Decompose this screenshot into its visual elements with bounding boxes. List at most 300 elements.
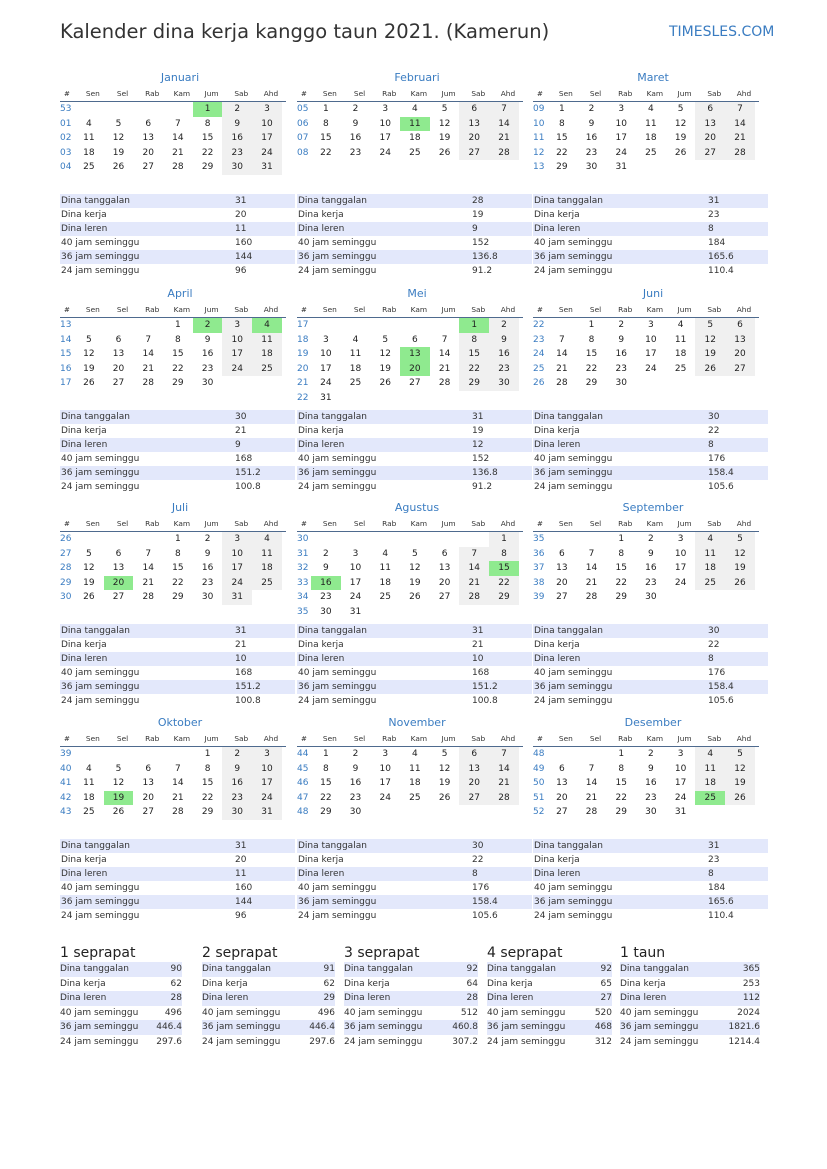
stats-value: 30 bbox=[708, 626, 720, 636]
day-cell: 4 bbox=[677, 320, 684, 330]
week-row bbox=[533, 131, 759, 146]
weekday-header bbox=[297, 518, 523, 532]
month-name: April bbox=[167, 287, 193, 300]
day-cell: 28 bbox=[172, 807, 184, 817]
stats-label: 36 jam seminggu bbox=[298, 682, 377, 692]
day-cell: 27 bbox=[409, 378, 421, 388]
week-number: 08 bbox=[297, 147, 309, 158]
day-cell: 30 bbox=[222, 160, 252, 175]
period-label: Dina tanggalan bbox=[487, 964, 556, 974]
week-number: 14 bbox=[60, 334, 72, 345]
day-cell: 13 bbox=[142, 778, 154, 788]
stats-value: 160 bbox=[235, 883, 253, 893]
day-cell: 15 bbox=[320, 778, 332, 788]
empty-day-cell bbox=[370, 605, 400, 620]
day-cell: 7 bbox=[145, 334, 152, 345]
weekday-label: Kam bbox=[410, 734, 428, 743]
month-calendar bbox=[60, 715, 286, 820]
weekday-header bbox=[533, 518, 759, 532]
day-cell: 15 bbox=[489, 561, 519, 576]
day-cell: 14 bbox=[556, 349, 568, 359]
stats-value: 22 bbox=[708, 426, 720, 436]
period-row bbox=[202, 1035, 335, 1050]
weekday-label: Rab bbox=[145, 305, 160, 314]
day-cell: 5 bbox=[725, 532, 755, 547]
stats-row bbox=[297, 410, 532, 424]
week-number: 17 bbox=[297, 320, 309, 330]
week-number: 05 bbox=[297, 104, 309, 114]
weekday-label: Sab bbox=[471, 734, 486, 743]
stats-label: 40 jam seminggu bbox=[534, 238, 613, 248]
day-cell: 10 bbox=[222, 547, 252, 562]
stats-value: 31 bbox=[708, 196, 720, 206]
empty-day-cell bbox=[400, 805, 430, 820]
period-value: 29 bbox=[323, 993, 335, 1003]
stats-row bbox=[297, 480, 532, 494]
day-cell: 15 bbox=[459, 347, 489, 362]
period-row bbox=[620, 977, 760, 992]
weekday-label: Rab bbox=[382, 89, 397, 98]
day-cell: 12 bbox=[438, 118, 451, 129]
day-cell: 2 bbox=[322, 548, 329, 559]
week-number: 30 bbox=[60, 592, 72, 602]
day-cell: 26 bbox=[674, 147, 687, 158]
day-cell: 2 bbox=[352, 749, 359, 759]
empty-day-cell bbox=[163, 102, 193, 117]
week-row bbox=[60, 131, 286, 146]
period-value: 297.6 bbox=[309, 1036, 335, 1047]
day-cell: 19 bbox=[438, 133, 451, 143]
weekday-label: Rab bbox=[618, 305, 633, 314]
period-value: 468 bbox=[594, 1022, 612, 1032]
week-row bbox=[533, 117, 759, 132]
day-cell: 20 bbox=[459, 131, 489, 146]
day-cell: 18 bbox=[645, 133, 657, 143]
weekday-label: Sen bbox=[322, 734, 337, 743]
day-cell: 22 bbox=[320, 792, 332, 803]
month-calendar bbox=[297, 715, 523, 820]
day-cell: 16 bbox=[615, 349, 627, 359]
month-name: September bbox=[622, 501, 684, 514]
stats-row bbox=[533, 867, 768, 881]
stats-label: 36 jam seminggu bbox=[298, 897, 377, 907]
week-row bbox=[297, 391, 523, 406]
day-cell: 22 bbox=[489, 576, 519, 591]
week-number: 02 bbox=[60, 133, 72, 143]
day-cell: 27 bbox=[142, 162, 154, 172]
day-cell: 29 bbox=[459, 376, 489, 391]
day-cell: 13 bbox=[400, 347, 430, 362]
day-cell: 9 bbox=[222, 117, 252, 132]
day-cell: 28 bbox=[172, 162, 184, 172]
week-row bbox=[533, 333, 759, 348]
day-cell: 1 bbox=[175, 320, 181, 330]
weekday-label: Sel bbox=[353, 519, 366, 528]
weekday-label: Sab bbox=[471, 305, 486, 314]
stats-label: Dina kerja bbox=[298, 210, 344, 220]
week-row bbox=[60, 318, 286, 333]
week-number: 09 bbox=[533, 104, 545, 114]
day-cell: 6 bbox=[115, 548, 122, 559]
weekday-label: Sen bbox=[558, 734, 573, 743]
day-cell: 1 bbox=[588, 320, 595, 330]
weekday-label: Ahd bbox=[263, 734, 279, 743]
day-cell: 4 bbox=[352, 334, 359, 345]
month-calendar bbox=[533, 70, 759, 175]
stats-row bbox=[297, 867, 532, 881]
stats-label: 24 jam seminggu bbox=[534, 482, 613, 492]
day-cell: 6 bbox=[459, 102, 489, 117]
month-name: Maret bbox=[637, 71, 669, 84]
period-label: Dina tanggalan bbox=[620, 964, 689, 974]
period-row bbox=[344, 991, 478, 1006]
day-cell: 29 bbox=[489, 590, 519, 605]
month-stats bbox=[297, 839, 532, 923]
day-cell: 30 bbox=[615, 378, 627, 388]
week-number: 29 bbox=[60, 577, 72, 588]
day-cell: 2 bbox=[489, 318, 519, 333]
stats-label: 24 jam seminggu bbox=[534, 911, 613, 921]
day-cell: 9 bbox=[352, 118, 359, 129]
day-cell: 10 bbox=[645, 334, 657, 345]
week-row bbox=[60, 776, 286, 791]
stats-value: 168 bbox=[235, 454, 253, 464]
stats-label: Dina leren bbox=[534, 869, 581, 879]
period-label: Dina tanggalan bbox=[60, 964, 129, 974]
day-cell: 26 bbox=[379, 378, 391, 388]
weekday-label: Ahd bbox=[736, 89, 752, 98]
weekday-label: Rab bbox=[145, 734, 160, 743]
period-value: 365 bbox=[742, 964, 760, 974]
period-label: Dina tanggalan bbox=[202, 964, 271, 974]
day-cell: 4 bbox=[648, 104, 654, 114]
stats-row bbox=[533, 410, 768, 424]
day-cell: 7 bbox=[489, 102, 519, 117]
period-row bbox=[620, 1035, 760, 1050]
weekday-label: Ahd bbox=[263, 305, 279, 314]
week-number: 24 bbox=[533, 349, 545, 359]
day-cell: 25 bbox=[83, 807, 95, 817]
day-cell: 8 bbox=[204, 118, 211, 129]
month-grid bbox=[60, 304, 286, 391]
day-cell: 26 bbox=[695, 362, 725, 377]
day-cell: 10 bbox=[674, 548, 687, 559]
weekday-label: Sen bbox=[558, 305, 573, 314]
day-cell: 23 bbox=[585, 147, 598, 158]
day-cell: 1 bbox=[459, 318, 489, 333]
empty-day-cell bbox=[725, 376, 755, 391]
day-cell: 28 bbox=[438, 378, 451, 388]
day-cell: 10 bbox=[615, 118, 627, 129]
month-name: Oktober bbox=[157, 716, 203, 729]
weekday-label: Sel bbox=[589, 734, 602, 743]
day-cell: 1 bbox=[204, 749, 211, 759]
stats-label: Dina tanggalan bbox=[298, 196, 367, 206]
day-cell: 10 bbox=[349, 563, 362, 573]
day-cell: 7 bbox=[145, 548, 152, 559]
day-cell: 7 bbox=[175, 763, 181, 774]
day-cell: 15 bbox=[585, 349, 598, 359]
empty-day-cell bbox=[370, 805, 400, 820]
day-cell: 29 bbox=[556, 162, 568, 172]
day-cell: 28 bbox=[556, 378, 568, 388]
day-cell: 31 bbox=[615, 162, 627, 172]
stats-label: 40 jam seminggu bbox=[61, 238, 140, 248]
day-cell: 19 bbox=[438, 778, 451, 788]
weekday-label: Sen bbox=[85, 734, 100, 743]
week-row bbox=[297, 102, 523, 117]
empty-day-cell bbox=[636, 376, 666, 391]
week-row bbox=[297, 532, 523, 547]
week-number-header: # bbox=[537, 306, 543, 314]
stats-row bbox=[533, 895, 768, 909]
stats-row bbox=[60, 250, 295, 264]
month-name: Juni bbox=[642, 287, 664, 300]
day-cell: 22 bbox=[585, 363, 598, 374]
day-cell: 16 bbox=[222, 776, 252, 791]
period-label: 40 jam seminggu bbox=[60, 1007, 139, 1018]
stats-value: 11 bbox=[235, 869, 247, 879]
day-cell: 27 bbox=[556, 592, 568, 602]
stats-value: 165.6 bbox=[708, 897, 734, 907]
stats-row bbox=[297, 424, 532, 438]
day-cell: 31 bbox=[252, 160, 282, 175]
day-cell: 21 bbox=[585, 577, 598, 588]
empty-day-cell bbox=[163, 747, 193, 762]
month-stats bbox=[533, 839, 768, 923]
month-stats bbox=[533, 410, 768, 494]
day-cell: 1 bbox=[489, 532, 519, 547]
week-row bbox=[533, 776, 759, 791]
day-cell: 3 bbox=[382, 104, 389, 114]
week-number: 48 bbox=[533, 749, 545, 759]
day-cell: 29 bbox=[201, 807, 214, 817]
day-cell: 24 bbox=[674, 792, 687, 803]
stats-row bbox=[60, 194, 295, 208]
stats-row bbox=[60, 680, 295, 694]
stats-value: 30 bbox=[472, 841, 484, 851]
stats-label: Dina kerja bbox=[61, 210, 107, 220]
empty-day-cell bbox=[695, 160, 725, 175]
weekday-label: Ahd bbox=[500, 89, 516, 98]
stats-row bbox=[297, 466, 532, 480]
day-cell: 16 bbox=[489, 347, 519, 362]
day-cell: 20 bbox=[112, 363, 125, 374]
day-cell: 8 bbox=[489, 547, 519, 562]
week-row bbox=[297, 762, 523, 777]
week-number: 10 bbox=[533, 118, 545, 129]
week-row bbox=[533, 362, 759, 377]
period-value: 496 bbox=[317, 1007, 335, 1018]
weekday-label: Kam bbox=[173, 305, 191, 314]
week-number: 41 bbox=[60, 778, 72, 788]
stats-row bbox=[60, 208, 295, 222]
weekday-label: Sen bbox=[322, 89, 337, 98]
stats-label: 40 jam seminggu bbox=[61, 883, 140, 893]
month-calendar bbox=[297, 70, 523, 160]
day-cell: 11 bbox=[252, 547, 282, 562]
week-row bbox=[60, 117, 286, 132]
day-cell: 11 bbox=[674, 334, 687, 345]
day-cell: 17 bbox=[674, 778, 687, 788]
day-cell: 14 bbox=[725, 117, 755, 132]
day-cell: 17 bbox=[379, 133, 391, 143]
week-row bbox=[297, 776, 523, 791]
day-cell: 17 bbox=[252, 131, 282, 146]
weekday-label: Kam bbox=[410, 519, 428, 528]
day-cell: 11 bbox=[695, 762, 725, 777]
stats-row bbox=[297, 853, 532, 867]
day-cell: 28 bbox=[489, 791, 519, 806]
month-grid bbox=[533, 88, 759, 175]
stats-label: Dina kerja bbox=[534, 426, 580, 436]
day-cell: 22 bbox=[320, 147, 332, 158]
month-stats bbox=[60, 194, 295, 278]
day-cell: 3 bbox=[252, 747, 282, 762]
day-cell: 9 bbox=[618, 334, 625, 345]
day-cell: 3 bbox=[648, 320, 654, 330]
week-number: 26 bbox=[60, 534, 72, 544]
day-cell: 3 bbox=[677, 534, 684, 544]
day-cell: 9 bbox=[489, 333, 519, 348]
stats-label: Dina leren bbox=[61, 224, 108, 234]
stats-row bbox=[60, 480, 295, 494]
day-cell: 17 bbox=[349, 577, 362, 588]
stats-row bbox=[533, 208, 768, 222]
weekday-header bbox=[297, 733, 523, 747]
weekday-label: Kam bbox=[646, 734, 664, 743]
stats-row bbox=[297, 264, 532, 278]
week-row bbox=[60, 347, 286, 362]
stats-label: 24 jam seminggu bbox=[298, 482, 377, 492]
day-cell: 11 bbox=[695, 547, 725, 562]
day-cell: 23 bbox=[489, 362, 519, 377]
stats-label: 40 jam seminggu bbox=[534, 883, 613, 893]
day-cell: 22 bbox=[172, 577, 184, 588]
stats-label: Dina leren bbox=[298, 654, 345, 664]
stats-value: 23 bbox=[708, 855, 720, 865]
stats-value: 20 bbox=[235, 210, 247, 220]
month-stats bbox=[60, 839, 295, 923]
period-label: 40 jam seminggu bbox=[344, 1007, 423, 1018]
day-cell: 28 bbox=[585, 807, 598, 817]
day-cell: 19 bbox=[674, 133, 687, 143]
stats-label: 36 jam seminggu bbox=[298, 252, 377, 262]
period-title: 3 seprapat bbox=[344, 945, 420, 961]
period-value: 307.2 bbox=[452, 1036, 478, 1047]
day-cell: 22 bbox=[556, 147, 568, 158]
day-cell: 5 bbox=[85, 548, 92, 559]
day-cell: 26 bbox=[83, 378, 95, 388]
stats-label: Dina kerja bbox=[298, 855, 344, 865]
week-number: 18 bbox=[297, 334, 309, 345]
stats-value: 158.4 bbox=[472, 897, 498, 907]
empty-day-cell bbox=[430, 391, 460, 406]
stats-value: 30 bbox=[708, 412, 720, 422]
day-cell: 10 bbox=[252, 117, 282, 132]
empty-day-cell bbox=[695, 805, 725, 820]
day-cell: 21 bbox=[172, 792, 184, 803]
week-number: 27 bbox=[60, 548, 72, 559]
day-cell: 3 bbox=[618, 104, 625, 114]
day-cell: 18 bbox=[252, 347, 282, 362]
week-number: 39 bbox=[533, 592, 545, 602]
month-grid bbox=[297, 88, 523, 160]
day-cell: 30 bbox=[201, 378, 214, 388]
day-cell: 4 bbox=[412, 104, 418, 114]
weekday-label: Sab bbox=[234, 519, 249, 528]
week-number: 12 bbox=[533, 147, 545, 158]
week-number: 52 bbox=[533, 807, 545, 817]
day-cell: 25 bbox=[674, 363, 687, 374]
month-grid bbox=[297, 733, 523, 820]
stats-row bbox=[60, 638, 295, 652]
stats-value: 22 bbox=[708, 640, 720, 650]
day-cell: 1 bbox=[175, 534, 181, 544]
week-row bbox=[60, 160, 286, 175]
stats-label: 36 jam seminggu bbox=[61, 682, 140, 692]
weekday-label: Rab bbox=[382, 519, 397, 528]
day-cell: 30 bbox=[320, 606, 332, 617]
stats-row bbox=[533, 452, 768, 466]
day-cell: 4 bbox=[695, 747, 725, 762]
week-number: 23 bbox=[533, 334, 545, 345]
empty-day-cell bbox=[74, 532, 104, 547]
day-cell: 18 bbox=[252, 561, 282, 576]
day-cell: 23 bbox=[615, 363, 627, 374]
weekday-label: Rab bbox=[145, 519, 160, 528]
brand-link[interactable]: TIMESLES.COM bbox=[669, 24, 775, 40]
weekday-label: Sen bbox=[322, 519, 337, 528]
empty-day-cell bbox=[725, 160, 755, 175]
week-row bbox=[533, 805, 759, 820]
day-cell: 25 bbox=[695, 791, 725, 806]
stats-value: 31 bbox=[708, 841, 720, 851]
day-cell: 30 bbox=[645, 807, 657, 817]
stats-value: 168 bbox=[235, 668, 253, 678]
stats-row bbox=[60, 438, 295, 452]
month-grid bbox=[533, 518, 759, 605]
period-value: 112 bbox=[742, 993, 760, 1003]
day-cell: 6 bbox=[459, 747, 489, 762]
empty-day-cell bbox=[104, 318, 134, 333]
stats-value: 8 bbox=[708, 654, 714, 664]
month-name: Desember bbox=[624, 716, 682, 729]
stats-label: Dina leren bbox=[61, 440, 108, 450]
month-stats bbox=[297, 624, 532, 708]
day-cell: 25 bbox=[379, 592, 391, 602]
weekday-header bbox=[60, 304, 286, 318]
day-cell: 12 bbox=[409, 563, 421, 573]
week-number: 36 bbox=[533, 548, 545, 559]
week-number: 39 bbox=[60, 749, 72, 759]
weekday-label: Sen bbox=[85, 519, 100, 528]
day-cell: 21 bbox=[142, 577, 154, 588]
day-cell: 14 bbox=[142, 563, 154, 573]
period-label: Dina kerja bbox=[620, 978, 666, 989]
period-value: 312 bbox=[594, 1036, 612, 1047]
empty-day-cell bbox=[725, 590, 755, 605]
empty-day-cell bbox=[104, 102, 134, 117]
weekday-label: Jum bbox=[204, 305, 219, 314]
period-row bbox=[344, 962, 478, 977]
week-number: 04 bbox=[60, 162, 72, 172]
period-label: Dina leren bbox=[620, 993, 667, 1003]
period-value: 64 bbox=[466, 978, 478, 989]
weekday-header bbox=[60, 733, 286, 747]
stats-label: 40 jam seminggu bbox=[61, 668, 140, 678]
day-cell: 19 bbox=[725, 776, 755, 791]
